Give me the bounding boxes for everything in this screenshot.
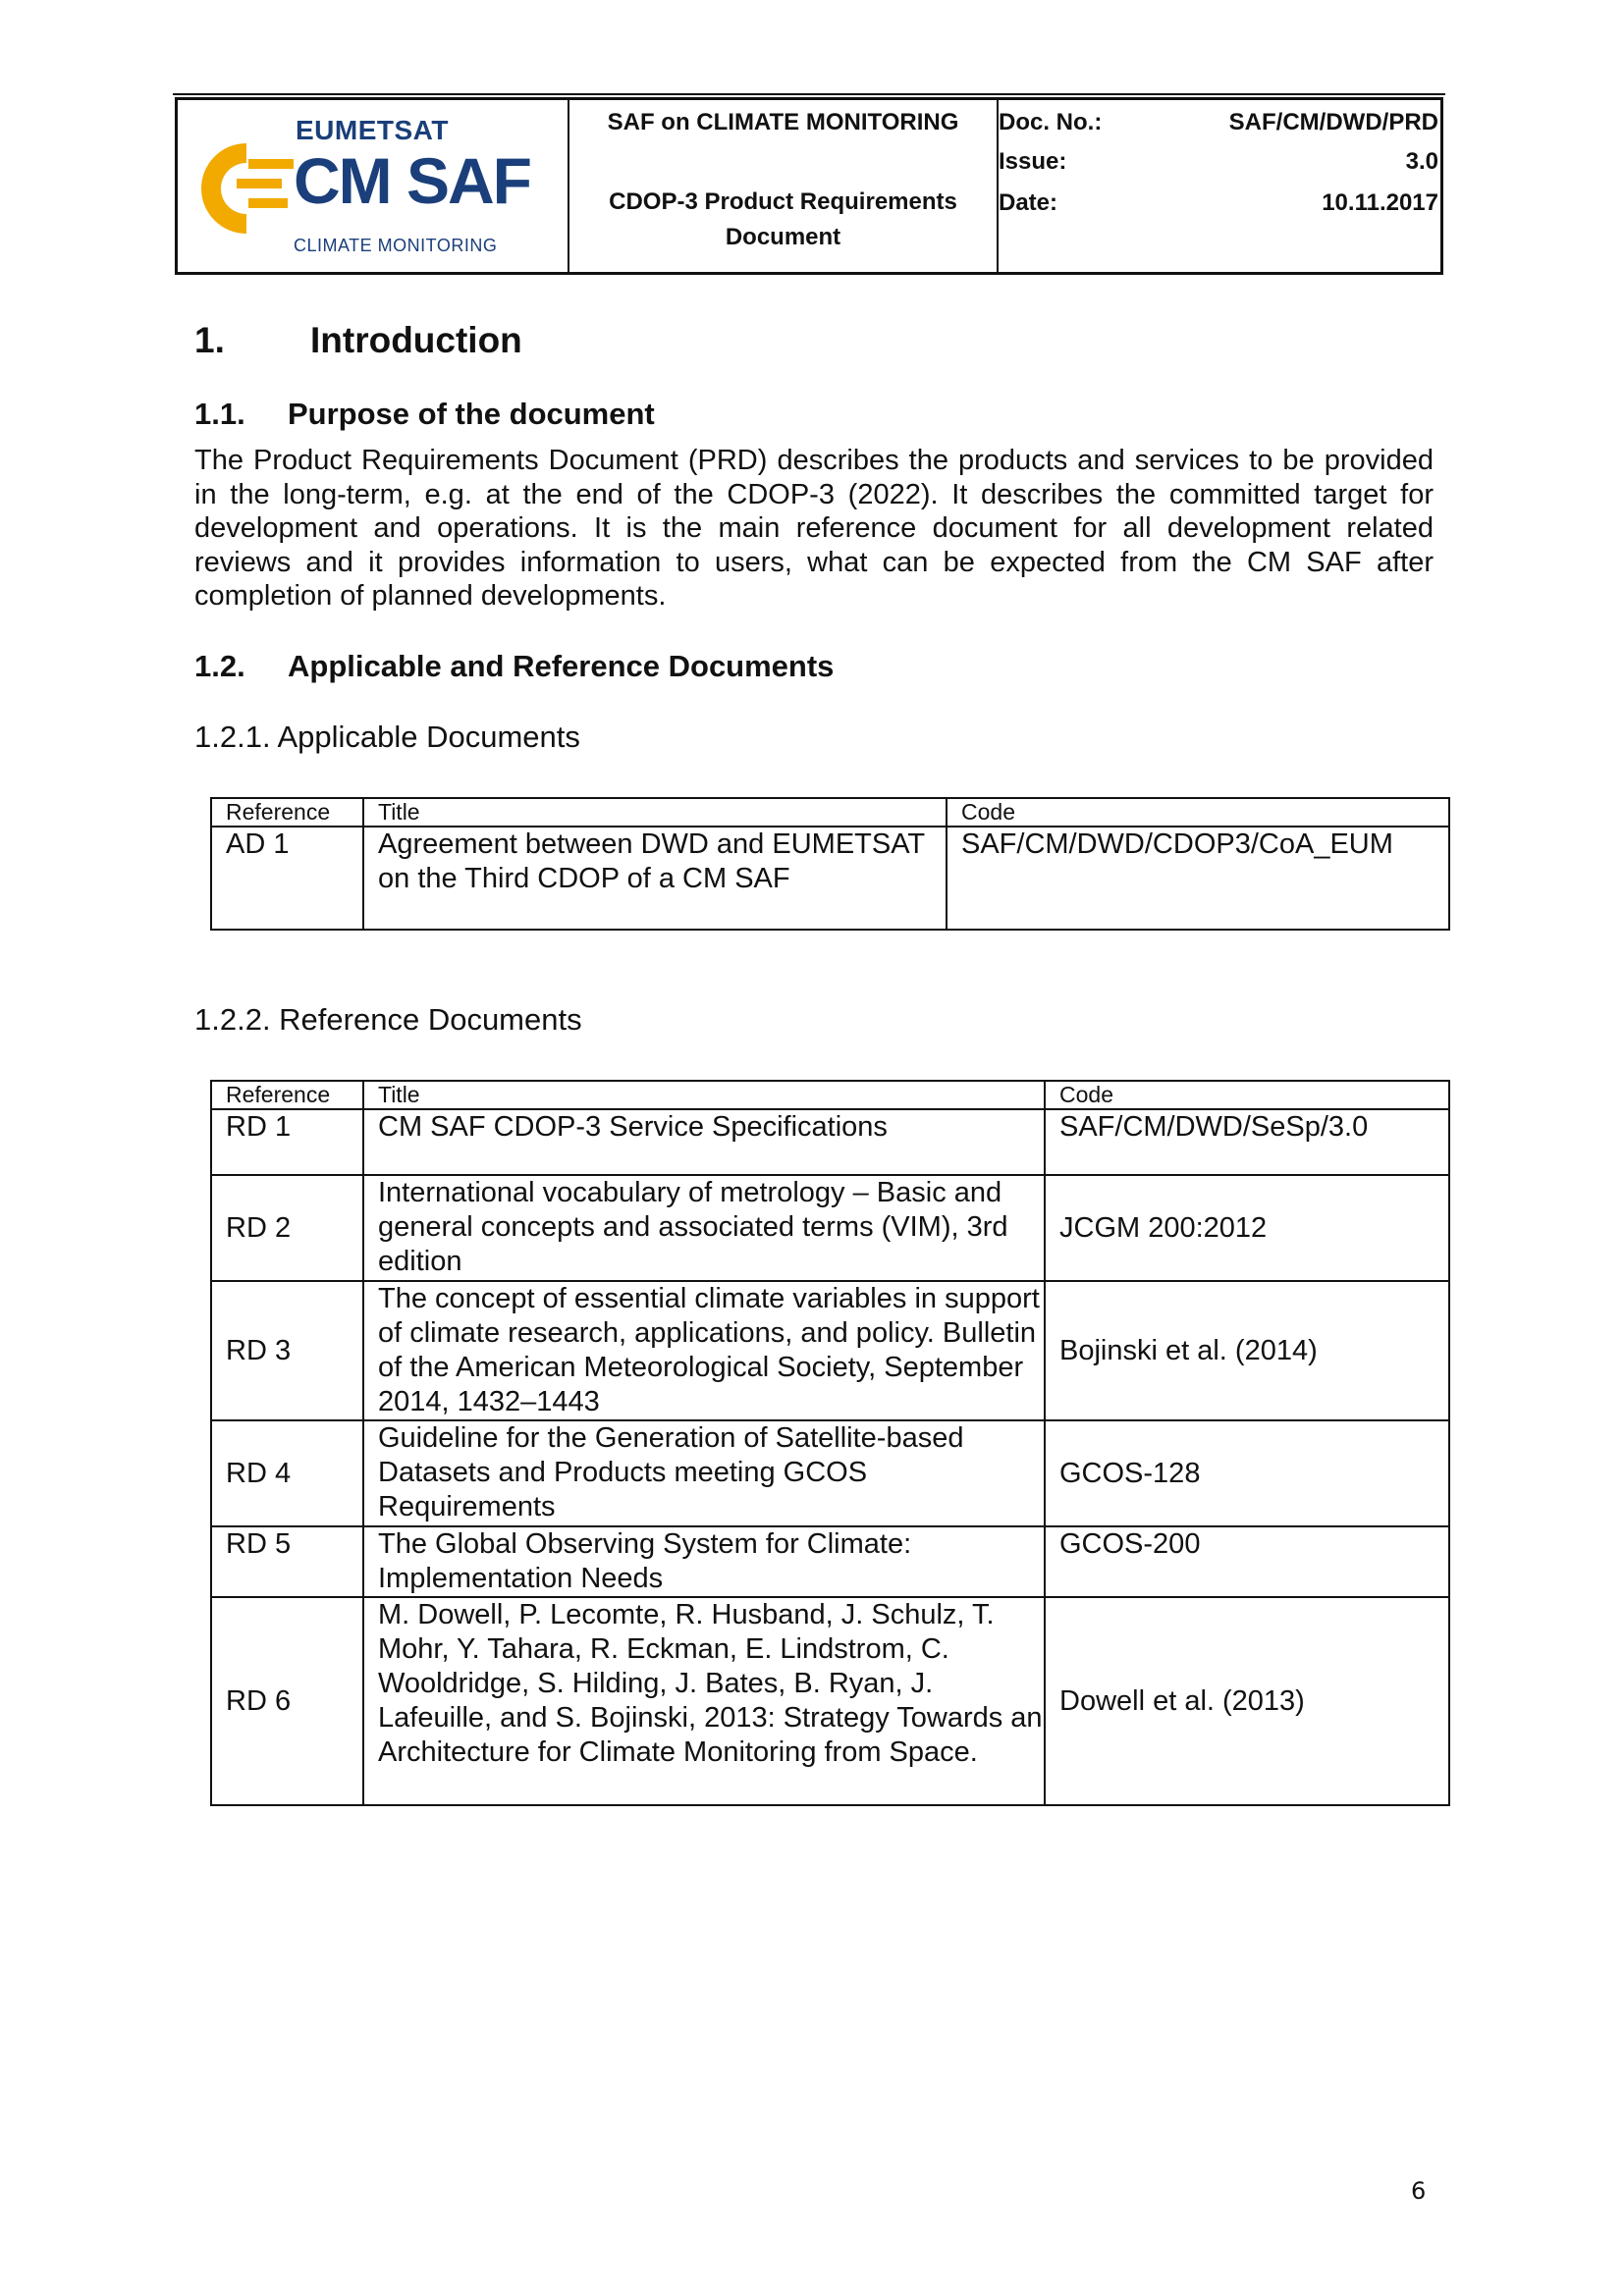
table-row — [211, 827, 1449, 930]
section-1-2-heading — [194, 649, 835, 684]
doc-no-value: SAF/CM/DWD/PRD — [1228, 109, 1438, 135]
reference-cell: RD 2 — [211, 1175, 363, 1281]
section-title: Introduction — [310, 320, 522, 360]
section-number: 1.1. — [194, 397, 245, 431]
column-header: Code — [1045, 1081, 1449, 1109]
program-name: SAF on CLIMATE MONITORING — [607, 109, 959, 135]
code-cell: Bojinski et al. (2014) — [1045, 1281, 1449, 1420]
table-header-row — [211, 798, 1449, 827]
title-cell: CM SAF CDOP-3 Service Specifications — [363, 1109, 1045, 1175]
doc-no-row — [999, 109, 1440, 138]
code-cell: JCGM 200:2012 — [1045, 1175, 1449, 1281]
reference-cell: RD 4 — [211, 1420, 363, 1526]
section-title: Applicable and Reference Documents — [288, 649, 835, 683]
table-row — [211, 1526, 1449, 1597]
date-value: 10.11.2017 — [1322, 189, 1438, 216]
section-number: 1.2. — [194, 649, 245, 683]
column-header: Title — [363, 798, 947, 827]
reference-cell: AD 1 — [211, 827, 363, 930]
reference-documents-table — [210, 1080, 1450, 1806]
column-header: Code — [947, 798, 1449, 827]
title-cell: Agreement between DWD and EUMETSAT on the Third CDOP of a CM SAF — [363, 827, 947, 930]
date-label: Date: — [999, 189, 1058, 216]
column-header: Reference — [211, 1081, 363, 1109]
section-1-2-2-heading: 1.2.2. Reference Documents — [194, 1002, 582, 1037]
table-header-row — [211, 1081, 1449, 1109]
section-1-2-1-heading: 1.2.1. Applicable Documents — [194, 720, 580, 754]
column-header: Title — [363, 1081, 1045, 1109]
title-cell: Guideline for the Generation of Satellite-based Datasets and Products meeting GCOS Requirements — [363, 1420, 1045, 1526]
code-cell: Dowell et al. (2013) — [1045, 1597, 1449, 1805]
code-cell: GCOS-128 — [1045, 1420, 1449, 1526]
issue-label: Issue: — [999, 148, 1067, 175]
code-cell: SAF/CM/DWD/CDOP3/CoA_EUM — [947, 827, 1449, 930]
table-row — [211, 1109, 1449, 1175]
document-header — [175, 97, 1443, 275]
table-row — [211, 1281, 1449, 1420]
reference-cell: RD 1 — [211, 1109, 363, 1175]
page-number: 6 — [1411, 2177, 1427, 2205]
purpose-paragraph: The Product Requirements Document (PRD) describes the products and services to be provided in the long-term, e.g. at the end of the CDOP-3 (2022). It describes the committed target for development and operations. It is the main reference document for all development related reviews and it provides information to users, what can be expected from the CM SAF after completion of planned developments. — [194, 445, 1434, 612]
logo-org: EUMETSAT — [296, 115, 449, 145]
reference-cell: RD 6 — [211, 1597, 363, 1805]
logo-tagline: CLIMATE MONITORING — [294, 236, 498, 255]
date-row — [999, 189, 1440, 219]
applicable-documents-table — [210, 797, 1450, 931]
reference-cell: RD 5 — [211, 1526, 363, 1597]
header-meta-cell — [999, 100, 1440, 272]
header-top-rule — [173, 93, 1445, 95]
column-header: Reference — [211, 798, 363, 827]
sun-logo-icon — [186, 130, 294, 238]
title-cell: International vocabulary of metrology – Basic and general concepts and associated terms (VIM), 3rd edition — [363, 1175, 1045, 1281]
doc-no-label: Doc. No.: — [999, 109, 1103, 135]
table-row — [211, 1175, 1449, 1281]
cm-saf-logo — [178, 100, 569, 272]
title-cell: The concept of essential climate variables in support of climate research, applications, and policy. Bulletin of the American Meteorological Society, September 2014, 1432–1443 — [363, 1281, 1045, 1420]
table-row — [211, 1597, 1449, 1805]
section-1-1-heading — [194, 397, 655, 432]
doc-title-line2: Document — [725, 224, 841, 250]
header-title-cell — [569, 100, 999, 272]
issue-row — [999, 148, 1440, 178]
title-cell: The Global Observing System for Climate: Implementation Needs — [363, 1526, 1045, 1597]
section-number: 1. — [194, 320, 225, 360]
title-cell: M. Dowell, P. Lecomte, R. Husband, J. Schulz, T. Mohr, Y. Tahara, R. Eckman, E. Lindstrom, C. Wooldridge, S. Hilding, J. Bates, B. Ryan, J. Lafeuille, and S. Bojinski, 2013: Strategy Towards an Architecture for Climate Monitoring from Space. — [363, 1597, 1045, 1805]
section-title: Purpose of the document — [288, 397, 655, 431]
code-cell: SAF/CM/DWD/SeSp/3.0 — [1045, 1109, 1449, 1175]
table-row — [211, 1420, 1449, 1526]
issue-value: 3.0 — [1405, 148, 1438, 175]
doc-title-line1: CDOP-3 Product Requirements — [609, 188, 957, 215]
code-cell: GCOS-200 — [1045, 1526, 1449, 1597]
reference-cell: RD 3 — [211, 1281, 363, 1420]
logo-name: CM SAF — [294, 144, 530, 217]
